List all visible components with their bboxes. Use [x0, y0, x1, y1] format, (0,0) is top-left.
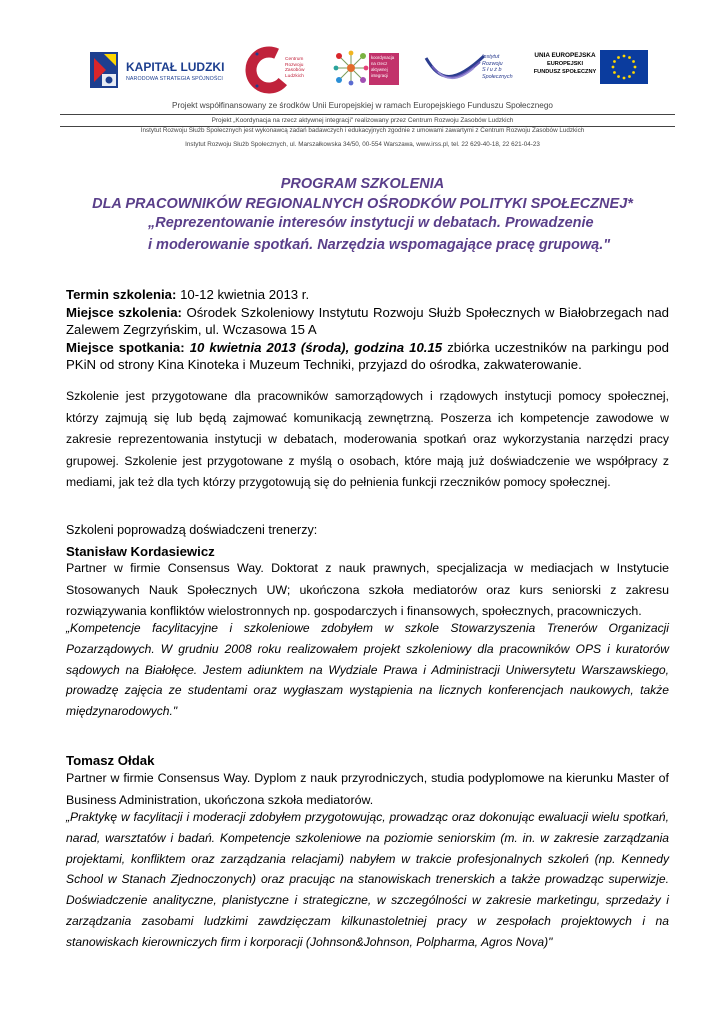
termin-row — [66, 286, 669, 304]
eu-label-2: EUROPEJSKI — [546, 61, 584, 67]
network-molecule-icon — [333, 50, 369, 86]
centrum-label-2: Rozwoju — [285, 62, 304, 68]
kapital-ludzki-logo — [88, 48, 228, 92]
kapital-ludzki-title: KAPITAŁ LUDZKI — [126, 60, 225, 74]
trainer1-bio: Partner w firmie Consensus Way. Doktorat z nauk prawnych, specjalizacja w mediacjach w Instytucie Stosowanych Nauk Społecznych UW; ukończona szkoła mediatorów oraz kurs seniorski z zakresu rozwiązywania konfliktów wielostronnych np. gospodarczych i finansowych, społecznych, pracowniczych. — [66, 561, 669, 618]
centrum-label-1: Centrum — [285, 57, 304, 62]
eu-star-icon — [613, 60, 616, 63]
trainer1-quote: „Kompetencje facylitacyjne i szkoleniowe zdobyłem w szkole Stowarzyszenia Trenerów Organizacji Pozarządowych. W grudniu 2008 roku realizowałem projekt szkoleniowy dla pracowników OPS i kuratorów sądowych na Białołęce. Jestem adiunktem na Wydziale Prawa i Administracji Uniwersytetu Warszawskiego, prowadzę zajęcia ze studentami oraz wygłaszam wystąpienia na licznych konferencjach naukowych, także międzynarodowych." — [66, 621, 669, 719]
trainer2-quote: „Praktykę w facylitacji i moderacji zdobyłem przygotowując, prowadząc oraz dokonując ewaluacji wielu spotkań, narad, warsztatów i badań. Kompetencje szkoleniowe na poziomie seniorskim (m. in. w zakresie zarządzania projektami, konfliktem oraz zarządzania relacjami) nabyłem w trakcie profesjonalnych szkoleń (np. Kennedy School w Stanach Zjednoczonych) oraz pracując na stanowiskach trenerskich a także prowadząc superwizje. Doświadczenie analityczne, planistyczne i strategiczne, w szczególności w zakresie marketingu, sprzedaży i zarządzania zasobami ludzkimi zawdzięczam kilkunastoletniej pracy w zespołach projektowych i na stanowiskach kierowniczych firm i korporacji (Johnson&Johnson, Polpharma, Agros Nova)" — [66, 810, 669, 949]
eu-star-icon — [628, 56, 631, 59]
eu-star-icon — [634, 66, 637, 69]
irss-label-2: Rozwoju — [482, 60, 503, 67]
trainer2-name: Tomasz Ołdak — [66, 753, 155, 768]
kapital-ludzki-subtitle: NARODOWA STRATEGIA SPÓJNOŚCI — [126, 76, 223, 82]
miejsce-value: Ośrodek Szkoleniowy Instytutu Rozwoju Służb Społecznych w Białobrzegach nad Zalewem Zegrzyńskim, ul. Wczasowa 15 A — [66, 304, 669, 338]
trainer1-name: Stanisław Kordasiewicz — [66, 544, 215, 559]
eu-star-icon — [612, 66, 615, 69]
training-topic-line-1: „Reprezentowanie interesów instytucji w debatach. Prowadzenie — [148, 215, 594, 231]
integration-label-1: koordynacja — [371, 55, 395, 60]
termin-label: Termin szkolenia: — [66, 287, 177, 302]
training-details — [66, 286, 669, 374]
irss-label-1: Instytut — [482, 54, 500, 60]
centrum-label-4: Ludzkich — [285, 73, 304, 79]
irss-swoosh-icon — [424, 52, 488, 88]
eu-label-1: UNIA EUROPEJSKA — [534, 52, 596, 59]
eu-star-icon — [632, 60, 635, 63]
integration-label-4: integracji — [371, 73, 389, 78]
eu-flag-icon — [600, 50, 648, 84]
header-project-line: Projekt „Koordynacja na rzecz aktywnej integracji" realizowany przez Centrum Rozwoju Zasobów Ludzkich — [211, 117, 514, 124]
training-topic-line-2: i moderowanie spotkań. Narzędzia wspomagające pracę grupową." — [148, 237, 611, 253]
spotkanie-time: 10 kwietnia 2013 (środa), godzina 10.15 — [189, 339, 443, 355]
integration-label-2: na rzecz — [371, 61, 388, 66]
program-subtitle: DLA PRACOWNIKÓW REGIONALNYCH OŚRODKÓW POLITYKI SPOŁECZNEJ* — [92, 196, 633, 212]
kapital-ludzki-emblem-icon — [88, 48, 122, 92]
trainers-intro: Szkoleni poprowadzą doświadczeni trenerzy: — [66, 523, 318, 537]
spotkanie-row — [66, 339, 669, 374]
termin-value: 10-12 kwietnia 2013 r. — [180, 287, 310, 302]
eu-star-icon — [628, 75, 631, 78]
miejsce-label: Miejsce szkolenia: — [66, 304, 182, 320]
eu-star-icon — [623, 77, 626, 80]
eu-star-icon — [617, 56, 620, 59]
aktywna-integracja-logo — [333, 50, 413, 94]
eu-efs-logo — [532, 48, 652, 92]
header-address-line: Instytut Rozwoju Służb Społecznych, ul. Marszałkowska 34/50, 00-554 Warszawa, www.irss.pl, tel. 22 629-40-18, 22 621-04-23 — [185, 141, 540, 148]
trainer2-bio: Partner w firmie Consensus Way. Dyplom z nauk przyrodniczych, studia podyplomowe na kierunku Master of Business Administration, ukończona szkoła mediatorów. — [66, 771, 669, 807]
irss-label-4: Społecznych — [482, 73, 513, 80]
irss-label-3: S ł u ż b — [482, 67, 502, 74]
eu-star-icon — [617, 75, 620, 78]
eu-star-icon — [632, 71, 635, 74]
miejsce-row — [66, 304, 669, 339]
centrum-label-3: Zasobów — [285, 68, 305, 74]
spotkanie-value: zbiórka uczestników na parkingu pod PKiN od strony Kina Kinoteka i Muzeum Techniki, przyjazd do ośrodka, zakwaterowanie. — [66, 339, 669, 373]
eu-star-icon — [623, 55, 626, 58]
header-divider-top — [60, 114, 675, 115]
header-contract-line: Instytut Rozwoju Służb Społecznych jest wykonawcą zadań badawczych i edukacyjnych zgodnie z umowami zawartymi z Centrum Rozwoju Zasobów Ludzkich — [140, 127, 585, 134]
eu-label-3: FUNDUSZ SPOŁECZNY — [533, 69, 597, 75]
header-cofinancing-line: Projekt współfinansowany ze środków Unii Europejskiej w ramach Europejskiego Funduszu Społecznego — [172, 101, 553, 110]
centrum-rozwoju-logo — [245, 46, 315, 94]
irss-logo — [424, 52, 524, 92]
integration-label-3: aktywnej — [371, 67, 388, 72]
program-title: PROGRAM SZKOLENIA — [280, 176, 445, 192]
header-logos — [0, 40, 725, 100]
intro-paragraph: Szkolenie jest przygotowane dla pracowników samorządowych i rządowych instytucji pomocy społecznej, którzy zajmują się lub będą zajmować komunikacją zewnętrzną. Poszerza ich kompetencje zawodowe w zakresie reprezentowania instytucji w debatach, moderowania spotkań oraz wykorzystania narzędzi pracy grupowej. Szkolenie jest przygotowane z myślą o osobach, które mają już doświadczenie we współpracy z mediami, jak też dla tych którzy przygotowują się do pełnienia funkcji rzeczników pomocy społecznej. — [66, 389, 669, 489]
eu-star-icon — [613, 71, 616, 74]
spotkanie-label: Miejsce spotkania: — [66, 339, 185, 355]
